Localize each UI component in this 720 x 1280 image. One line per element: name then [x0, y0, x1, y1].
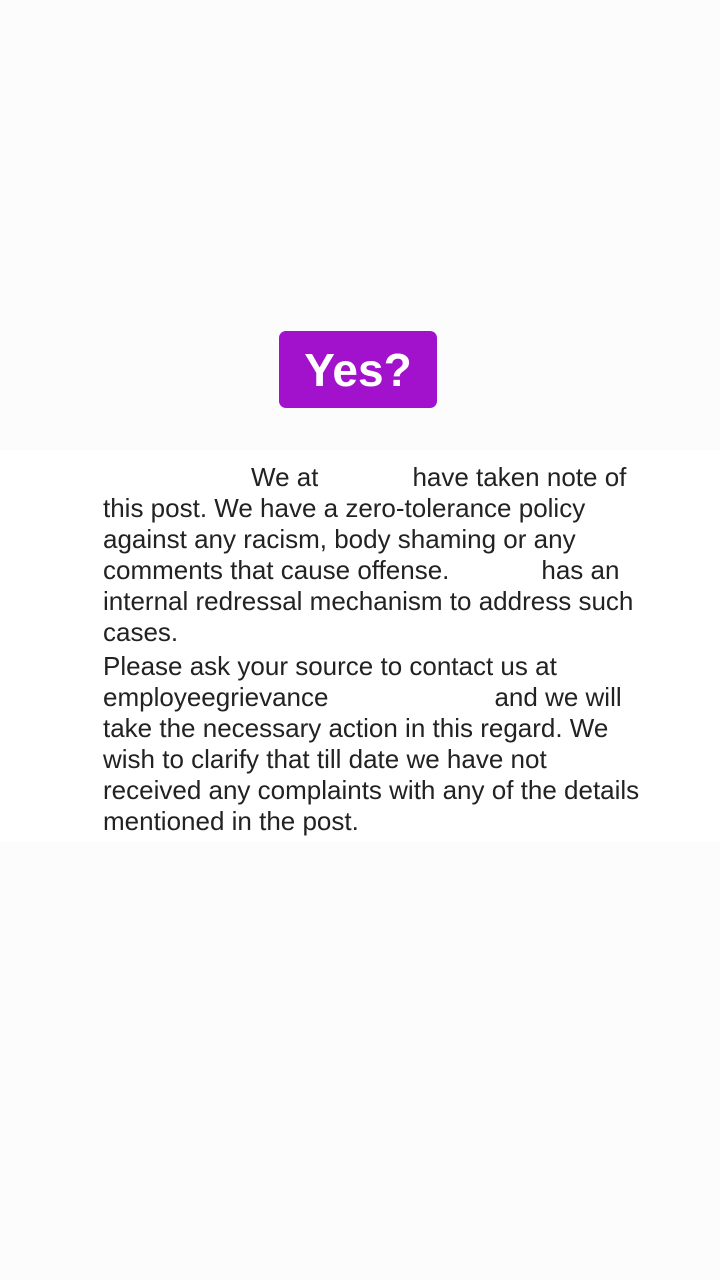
reply-line-12: mentioned in the post. [103, 806, 359, 836]
redacted-company-name [318, 466, 412, 492]
sticker-label: Yes? [304, 343, 412, 396]
reply-line-3: against any racism, body shaming or any [103, 524, 576, 554]
redacted-email-domain [328, 686, 494, 712]
reply-line-4: comments that cause offense. has an [103, 555, 620, 585]
reply-line-8: employeegrievance and we will [103, 682, 622, 712]
reply-line-11: received any complaints with any of the details [103, 775, 640, 805]
reply-line-7: Please ask your source to contact us at [103, 651, 557, 681]
company-reply-text [103, 462, 703, 837]
reply-line-5: internal redressal mechanism to address such [103, 586, 634, 616]
yes-question-sticker[interactable] [279, 331, 437, 408]
redacted-company-name [449, 559, 541, 585]
reply-line-9: take the necessary action in this regard. We [103, 713, 609, 743]
reply-line-2: this post. We have a zero-tolerance policy [103, 493, 586, 523]
reply-line-10: wish to clarify that till date we have not [103, 744, 547, 774]
reply-line-6: cases. [103, 617, 179, 647]
reply-line-1: We at have taken note of [251, 462, 627, 492]
